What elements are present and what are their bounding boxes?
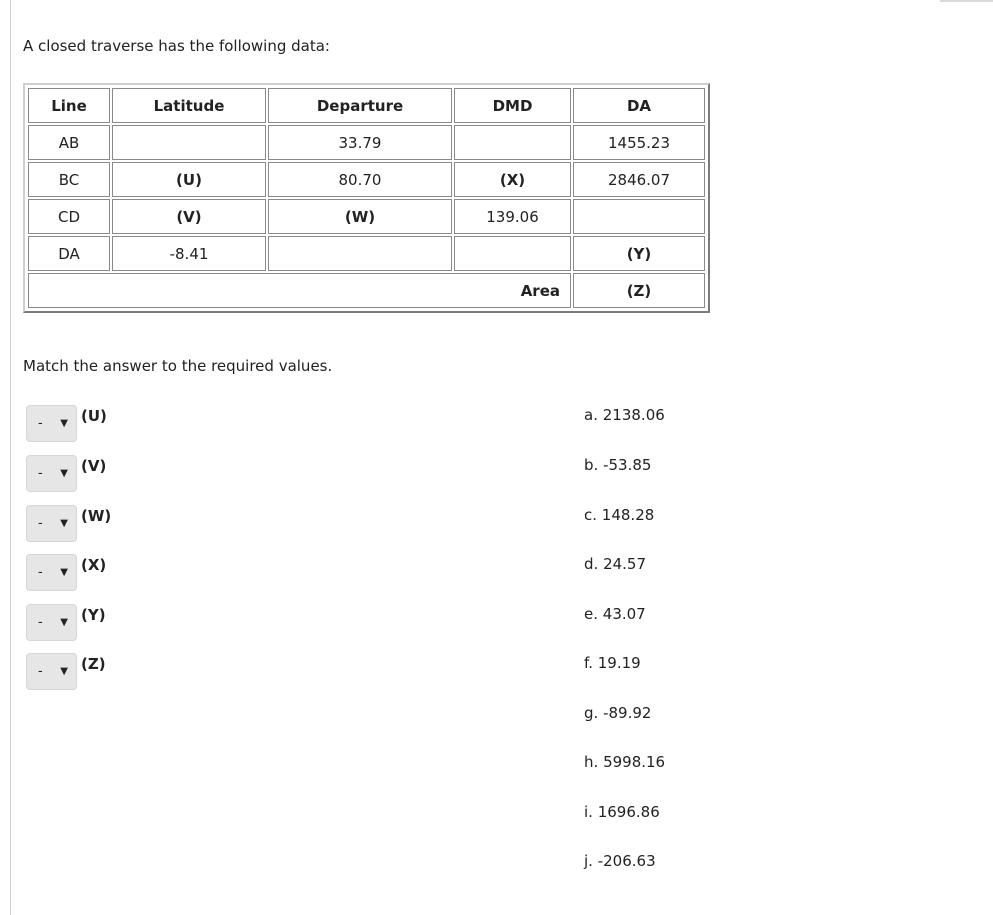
table-cell <box>454 236 571 271</box>
match-row-u <box>26 405 107 443</box>
table-cell-unknown: (U) <box>112 162 266 197</box>
answer-option-i <box>584 803 660 821</box>
answer-value: 43.07 <box>602 605 646 623</box>
traverse-table <box>23 83 710 313</box>
match-label-y: (Y) <box>81 606 106 624</box>
select-value: - <box>38 416 43 431</box>
answer-value: 5998.16 <box>603 753 666 771</box>
match-instruction: Match the answer to the required values. <box>23 357 333 375</box>
chevron-down-icon: ▼ <box>60 617 68 628</box>
answer-select-x[interactable] <box>26 554 77 591</box>
answer-letter: b. <box>584 456 599 474</box>
header-latitude: Latitude <box>112 88 266 123</box>
chevron-down-icon: ▼ <box>60 567 68 578</box>
answer-letter: j. <box>584 852 593 870</box>
match-row-x <box>26 554 106 592</box>
header-line: Line <box>28 88 110 123</box>
header-dmd: DMD <box>454 88 571 123</box>
table-cell <box>454 125 571 160</box>
answer-option-h <box>584 753 665 771</box>
match-row-z <box>26 653 106 691</box>
match-label-w: (W) <box>81 507 112 525</box>
answer-letter: d. <box>584 555 599 573</box>
table-row <box>28 199 705 234</box>
answer-option-b <box>584 456 651 474</box>
area-label: Area <box>28 273 571 308</box>
table-cell: BC <box>28 162 110 197</box>
answer-letter: a. <box>584 406 598 424</box>
answer-option-f <box>584 654 641 672</box>
header-departure: Departure <box>268 88 452 123</box>
select-value: - <box>38 664 43 679</box>
table-cell: 2846.07 <box>573 162 705 197</box>
select-value: - <box>38 516 43 531</box>
table-row <box>28 162 705 197</box>
table-row <box>28 236 705 271</box>
table-cell: AB <box>28 125 110 160</box>
match-row-y <box>26 604 106 642</box>
match-row-v <box>26 455 106 493</box>
answer-value: 1696.86 <box>597 803 660 821</box>
match-label-u: (U) <box>81 407 107 425</box>
answer-value: -53.85 <box>603 456 652 474</box>
answer-letter: e. <box>584 605 598 623</box>
answer-select-z[interactable] <box>26 653 77 690</box>
answer-select-v[interactable] <box>26 455 77 492</box>
chevron-down-icon: ▼ <box>60 418 68 429</box>
answer-value: 24.57 <box>603 555 647 573</box>
table-cell: 139.06 <box>454 199 571 234</box>
table-cell-unknown: (X) <box>454 162 571 197</box>
answer-value: 19.19 <box>597 654 641 672</box>
table-area-row <box>28 273 705 308</box>
answer-letter: f. <box>584 654 593 672</box>
answer-select-u[interactable] <box>26 405 77 442</box>
table-cell <box>268 236 452 271</box>
answer-option-c <box>584 506 654 524</box>
select-value: - <box>38 615 43 630</box>
answer-letter: g. <box>584 704 599 722</box>
match-label-v: (V) <box>81 457 107 475</box>
area-value: (Z) <box>573 273 705 308</box>
left-border <box>10 0 11 915</box>
answer-option-d <box>584 555 646 573</box>
match-label-x: (X) <box>81 556 107 574</box>
answer-value: 148.28 <box>601 506 655 524</box>
table-cell <box>573 199 705 234</box>
table-cell-unknown: (V) <box>112 199 266 234</box>
chevron-down-icon: ▼ <box>60 518 68 529</box>
table-cell: CD <box>28 199 110 234</box>
table-cell: DA <box>28 236 110 271</box>
answer-option-a <box>584 406 665 424</box>
chevron-down-icon: ▼ <box>60 666 68 677</box>
chevron-down-icon: ▼ <box>60 468 68 479</box>
match-label-z: (Z) <box>81 655 106 673</box>
table-cell-unknown: (W) <box>268 199 452 234</box>
match-row-w <box>26 505 111 543</box>
table-cell-unknown: (Y) <box>573 236 705 271</box>
table-header-row <box>28 88 705 123</box>
answer-select-y[interactable] <box>26 604 77 641</box>
table-cell: 33.79 <box>268 125 452 160</box>
select-value: - <box>38 466 43 481</box>
answer-option-e <box>584 605 646 623</box>
question-text: A closed traverse has the following data: <box>23 37 330 55</box>
table-cell <box>112 125 266 160</box>
answer-value: 2138.06 <box>602 406 665 424</box>
answer-value: -89.92 <box>603 704 652 722</box>
table-cell: 1455.23 <box>573 125 705 160</box>
header-da: DA <box>573 88 705 123</box>
answer-letter: i. <box>584 803 593 821</box>
answer-letter: h. <box>584 753 599 771</box>
table-row <box>28 125 705 160</box>
table-cell: -8.41 <box>112 236 266 271</box>
answer-value: -206.63 <box>597 852 656 870</box>
table-cell: 80.70 <box>268 162 452 197</box>
top-right-divider <box>940 0 993 2</box>
answer-letter: c. <box>584 506 598 524</box>
answer-option-g <box>584 704 651 722</box>
select-value: - <box>38 565 43 580</box>
answer-select-w[interactable] <box>26 505 77 542</box>
answer-option-j <box>584 852 656 870</box>
